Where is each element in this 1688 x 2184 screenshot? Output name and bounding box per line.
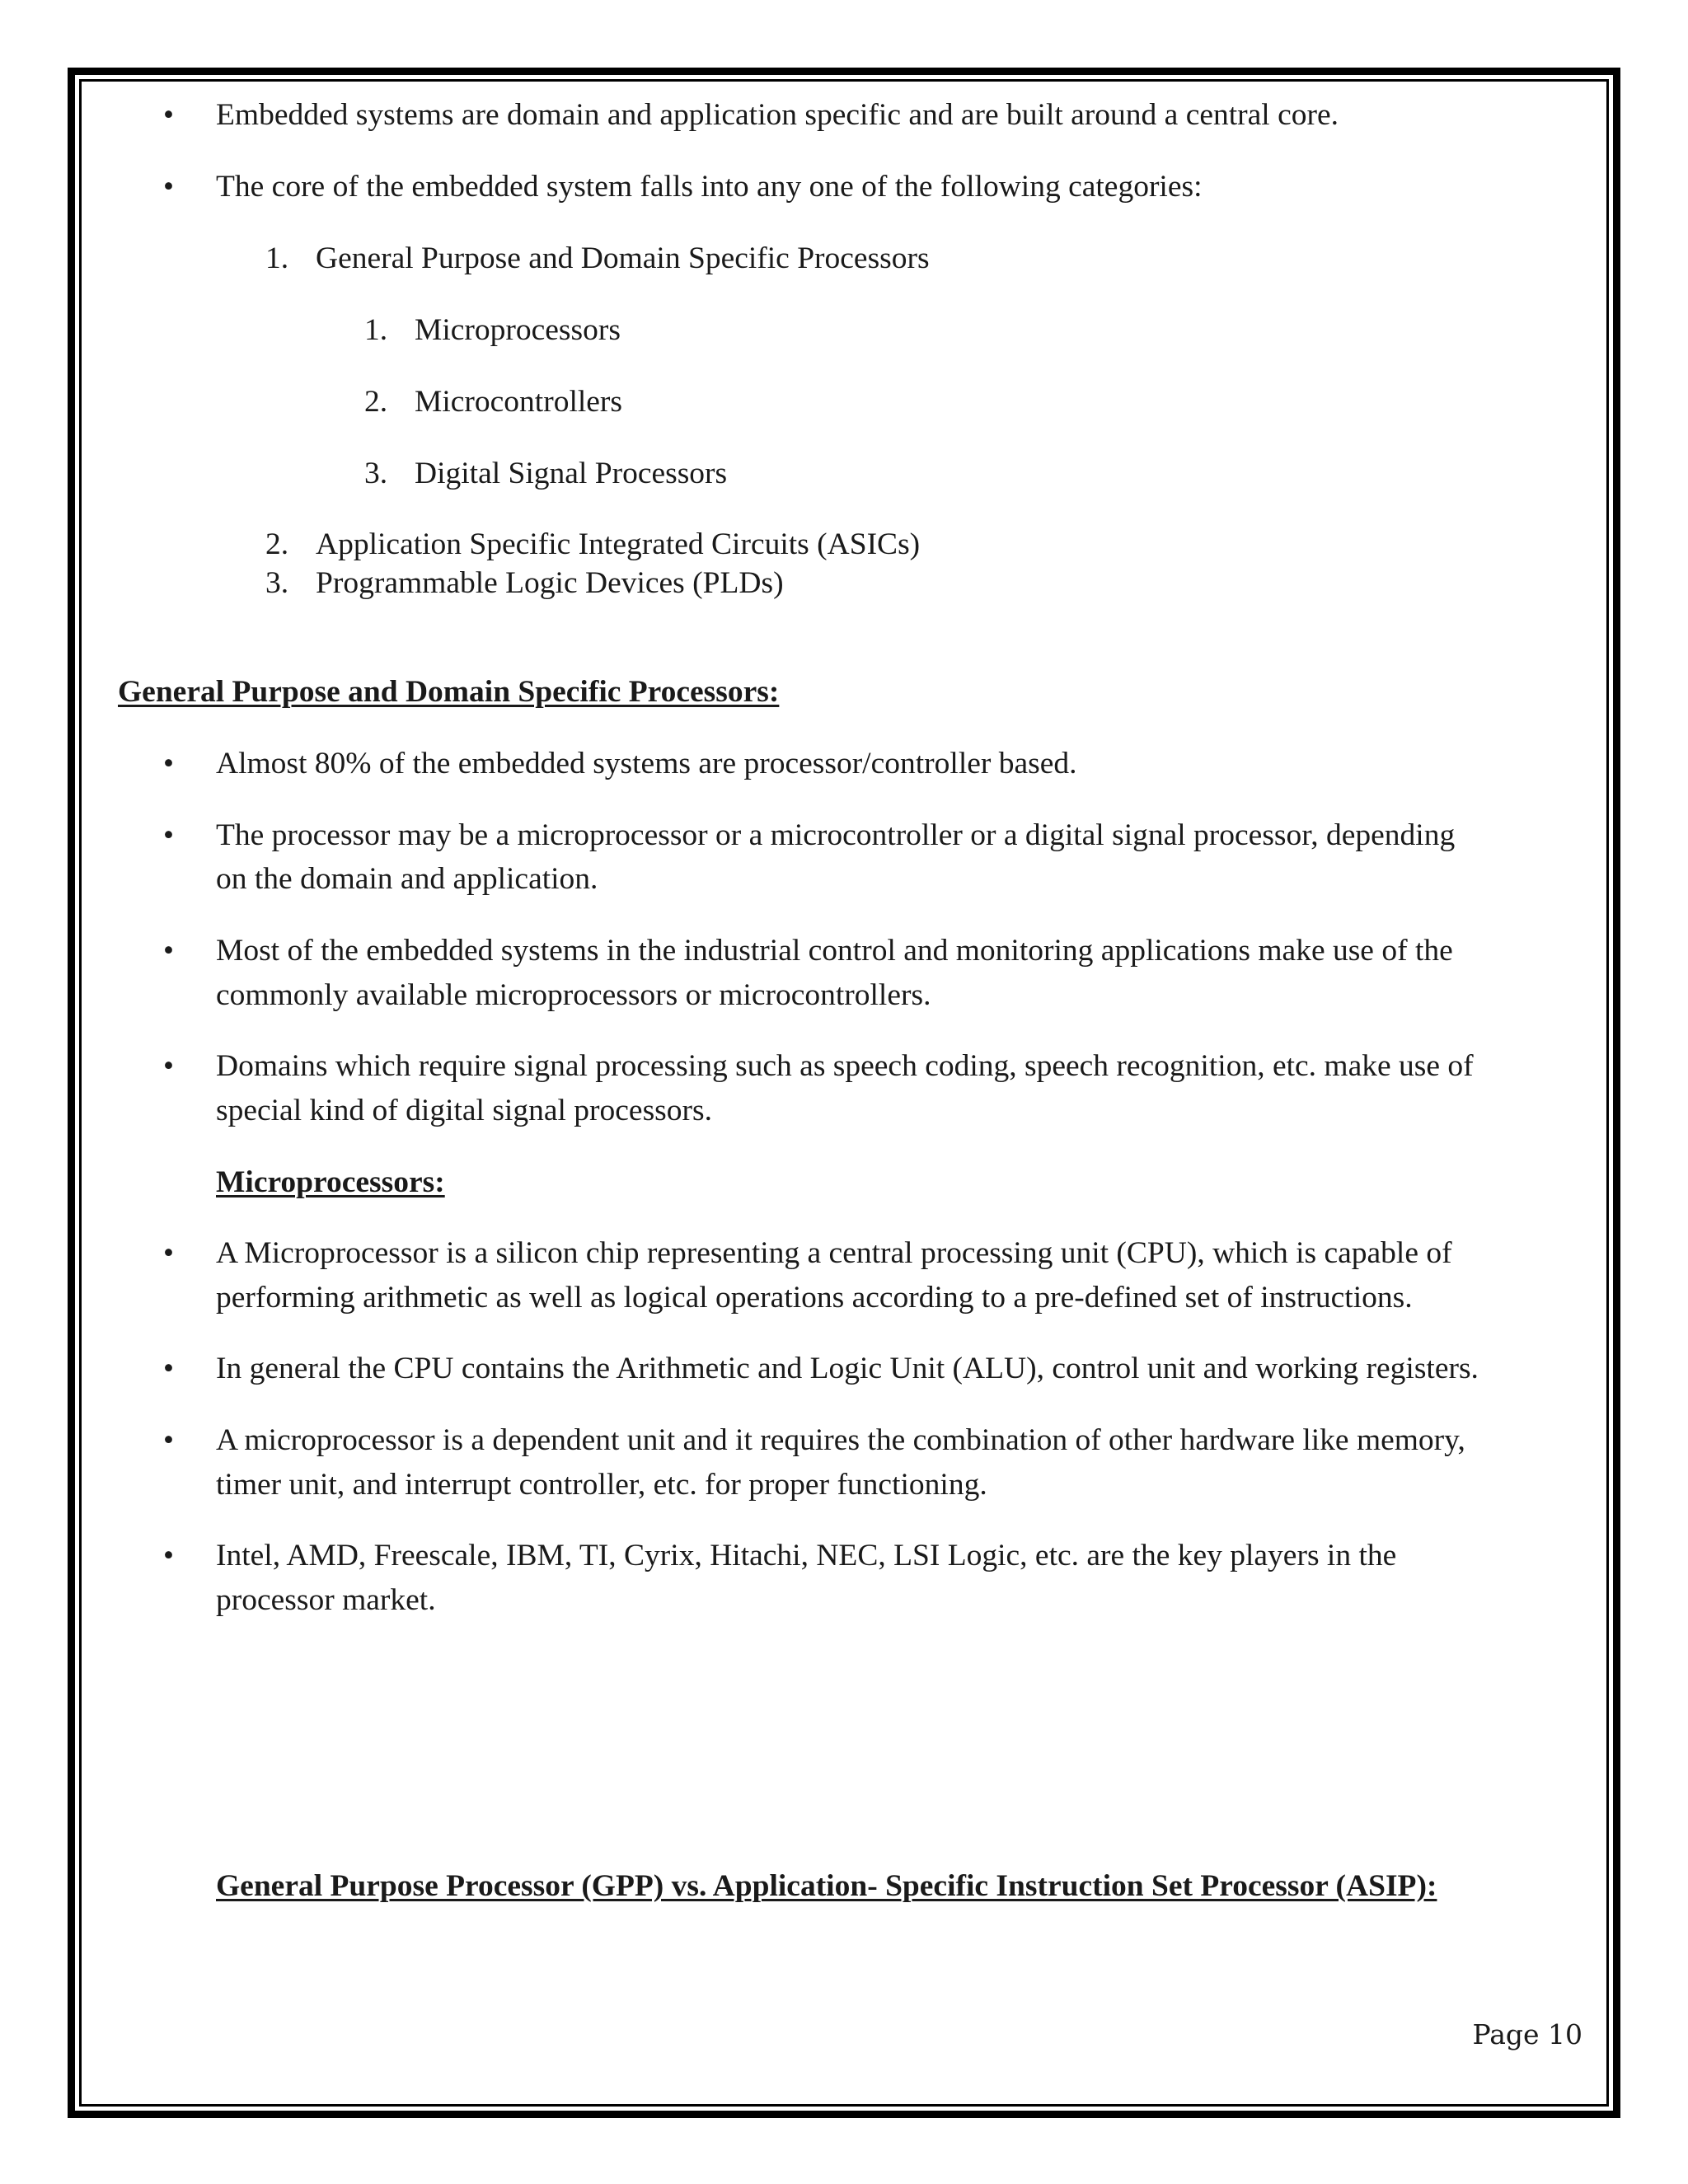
bullet-text: Domains which require signal processing such as speech coding, speech recognition, etc. make use of <box>216 1049 1474 1083</box>
bullet-marker: • <box>163 747 174 780</box>
subsection-heading: Microprocessors: <box>216 1165 445 1199</box>
page-number: Page 10 <box>1472 2018 1582 2050</box>
sub-list-number: 3. <box>364 457 388 490</box>
bullet-text: In general the CPU contains the Arithmetic and Logic Unit (ALU), control unit and working registers. <box>216 1352 1479 1385</box>
bullet-marker: • <box>163 170 174 204</box>
bullet-text: The processor may be a microprocessor or a microcontroller or a digital signal processor, depending <box>216 818 1456 852</box>
bullet-marker: • <box>163 934 174 968</box>
bullet-text: Almost 80% of the embedded systems are processor/controller based. <box>216 747 1077 780</box>
bullet-marker: • <box>163 1423 174 1457</box>
bullet-marker: • <box>163 818 174 852</box>
intro-bullet-text: The core of the embedded system falls into any one of the following categories: <box>216 170 1203 204</box>
bullet-marker: • <box>163 1539 174 1572</box>
sub-category-item: Microcontrollers <box>415 385 623 419</box>
list-number: 3. <box>265 566 289 600</box>
list-number: 1. <box>265 241 289 275</box>
bullet-marker: • <box>163 98 174 132</box>
bullet-marker: • <box>163 1049 174 1083</box>
sub-list-number: 1. <box>364 313 388 347</box>
bullet-text: Most of the embedded systems in the industrial control and monitoring applications make use of the <box>216 934 1453 968</box>
bullet-marker: • <box>163 1352 174 1385</box>
sub-list-number: 2. <box>364 385 388 419</box>
section-heading: General Purpose and Domain Specific Processors: <box>118 675 780 709</box>
bullet-text-continued: special kind of digital signal processors. <box>216 1094 712 1127</box>
bullet-text-continued: performing arithmetic as well as logical operations according to a pre-defined set of instructions. <box>216 1281 1413 1315</box>
bullet-text: A Microprocessor is a silicon chip representing a central processing unit (CPU), which is capable of <box>216 1236 1452 1270</box>
section-heading: General Purpose Processor (GPP) vs. Application- Specific Instruction Set Processor (ASIP): <box>216 1869 1437 1903</box>
list-number: 2. <box>265 527 289 561</box>
bullet-text-continued: commonly available microprocessors or microcontrollers. <box>216 978 931 1012</box>
intro-bullet-text: Embedded systems are domain and application specific and are built around a central core. <box>216 98 1339 132</box>
category-item: Application Specific Integrated Circuits (ASICs) <box>316 527 921 561</box>
bullet-text-continued: on the domain and application. <box>216 862 598 896</box>
bullet-text-continued: timer unit, and interrupt controller, etc. for proper functioning. <box>216 1468 987 1502</box>
bullet-text-continued: processor market. <box>216 1583 436 1617</box>
sub-category-item: Digital Signal Processors <box>415 457 728 490</box>
bullet-text: Intel, AMD, Freescale, IBM, TI, Cyrix, Hitachi, NEC, LSI Logic, etc. are the key players in the <box>216 1539 1397 1572</box>
bullet-marker: • <box>163 1236 174 1270</box>
category-item: Programmable Logic Devices (PLDs) <box>316 566 784 600</box>
category-item: General Purpose and Domain Specific Processors <box>316 241 930 275</box>
sub-category-item: Microprocessors <box>415 313 621 347</box>
bullet-text: A microprocessor is a dependent unit and it requires the combination of other hardware like memory, <box>216 1423 1465 1457</box>
